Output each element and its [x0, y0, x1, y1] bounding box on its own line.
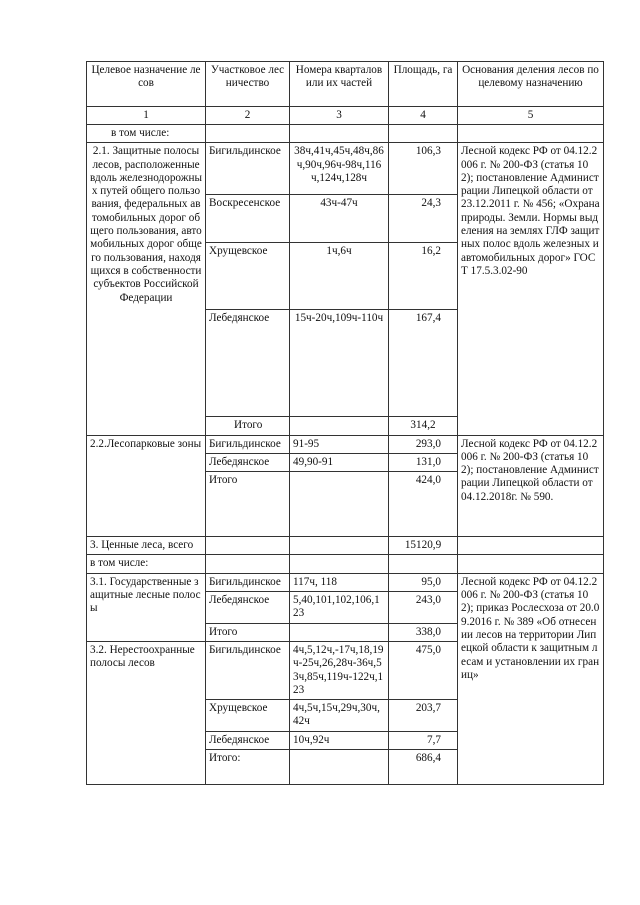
- table-row: [87, 555, 604, 573]
- area-cell: 106,3: [389, 143, 458, 195]
- header-forestry: Участковое лесничество: [206, 62, 290, 107]
- header-quarters: Номера кварталов или их частей: [290, 62, 389, 107]
- col-number: 1: [87, 107, 206, 125]
- forestry-cell: Лебедянское: [206, 310, 290, 417]
- total-area: 338,0: [389, 623, 458, 641]
- forestry-cell: Лебедянское: [206, 731, 290, 749]
- forestry-cell: Бигильдинское: [206, 641, 290, 699]
- quarters-cell: 4ч,5,12ч,-17ч,18,19ч-25ч,26,28ч-36ч,53ч,85ч,119ч-122ч,123: [290, 641, 389, 699]
- forest-purpose-table: [86, 61, 604, 785]
- forestry-cell: Лебедянское: [206, 453, 290, 471]
- area-cell: 243,0: [389, 592, 458, 624]
- quarters-cell: 38ч,41ч,45ч,48ч,86ч,90ч,96ч-98ч,116ч,124ч,128ч: [290, 143, 389, 195]
- section-3-title: 3. Ценные леса, всего: [87, 537, 206, 555]
- total-area: 686,4: [389, 750, 458, 785]
- quarters-cell: 10ч,92ч: [290, 731, 389, 749]
- table-row: [87, 143, 604, 195]
- quarters-cell: 1ч,6ч: [290, 243, 389, 310]
- total-label: Итого: [206, 417, 290, 435]
- quarters-cell: 15ч-20ч,109ч-110ч: [290, 310, 389, 417]
- area-cell: 293,0: [389, 435, 458, 453]
- section-3-area: 15120,9: [389, 537, 458, 555]
- header-basis: Основания деления лесов по целевому назначению: [458, 62, 604, 107]
- quarters-cell: 4ч,5ч,15ч,29ч,30ч,42ч: [290, 700, 389, 732]
- column-number-row: [87, 107, 604, 125]
- table-row: [87, 573, 604, 591]
- total-label: Итого: [206, 623, 290, 641]
- area-cell: 7,7: [389, 731, 458, 749]
- area-cell: 131,0: [389, 453, 458, 471]
- quarters-cell: 91-95: [290, 435, 389, 453]
- forestry-cell: Хрущевское: [206, 243, 290, 310]
- section-2-2-title: 2.2.Лесопарковые зоны: [87, 435, 206, 537]
- table-header-row: [87, 62, 604, 107]
- area-cell: 16,2: [389, 243, 458, 310]
- table-row: [87, 125, 604, 143]
- section-3-basis: Лесной кодекс РФ от 04.12.2006 г. № 200-ФЗ (статья 102); приказ Рослесхоза от 20.09.2016 г. № 389 «Об отнесении лесов на территории Липецкой области к защитным лесам и установлении их границ»: [458, 573, 604, 784]
- area-cell: 167,4: [389, 310, 458, 417]
- total-label: Итого:: [206, 750, 290, 785]
- forestry-cell: Воскресенское: [206, 195, 290, 243]
- total-area: 314,2: [389, 417, 458, 435]
- in-that-number-label: в том числе:: [87, 125, 206, 143]
- total-area: 424,0: [389, 472, 458, 537]
- section-2-2-basis: Лесной кодекс РФ от 04.12.2006 г. № 200-ФЗ (статья 102); постановление Администрации Липецкой области от 04.12.2018г. № 590.: [458, 435, 604, 537]
- table-row: [87, 537, 604, 555]
- forestry-cell: Хрущевское: [206, 700, 290, 732]
- quarters-cell: 117ч, 118: [290, 573, 389, 591]
- section-3-1-title: 3.1. Государственные защитные лесные полосы: [87, 573, 206, 641]
- total-label: Итого: [206, 472, 290, 537]
- col-number: 5: [458, 107, 604, 125]
- area-cell: 203,7: [389, 700, 458, 732]
- section-2-1-title: 2.1. Защитные полосы лесов, расположенные вдоль железнодорожных путей общего пользования, федеральных автомобильных дорог общего пользования, автомобильных дорог общего пользования, находящихся в собственности субъектов Российской Федерации: [87, 143, 206, 435]
- header-purpose: Целевое назначение лесов: [87, 62, 206, 107]
- header-area: Площадь, га: [389, 62, 458, 107]
- table-row: [87, 435, 604, 453]
- forestry-cell: Лебедянское: [206, 592, 290, 624]
- quarters-cell: 49,90-91: [290, 453, 389, 471]
- forestry-cell: Бигильдинское: [206, 573, 290, 591]
- quarters-cell: 5,40,101,102,106,123: [290, 592, 389, 624]
- section-3-2-title: 3.2. Нерестоохранные полосы лесов: [87, 641, 206, 784]
- forestry-cell: Бигильдинское: [206, 435, 290, 453]
- col-number: 3: [290, 107, 389, 125]
- quarters-cell: 43ч-47ч: [290, 195, 389, 243]
- col-number: 4: [389, 107, 458, 125]
- in-that-number-label: в том числе:: [87, 555, 206, 573]
- area-cell: 475,0: [389, 641, 458, 699]
- area-cell: 95,0: [389, 573, 458, 591]
- section-2-1-basis: Лесной кодекс РФ от 04.12.2006 г. № 200-ФЗ (статья 102); постановление Администрации Липецкой области от 23.12.2011 г. № 456; «Охрана природы. Земли. Нормы выделения на землях ГЛФ защитных полос вдоль железных и автомобильных дорог» ГОСТ 17.5.3.02-90: [458, 143, 604, 435]
- area-cell: 24,3: [389, 195, 458, 243]
- forestry-cell: Бигильдинское: [206, 143, 290, 195]
- col-number: 2: [206, 107, 290, 125]
